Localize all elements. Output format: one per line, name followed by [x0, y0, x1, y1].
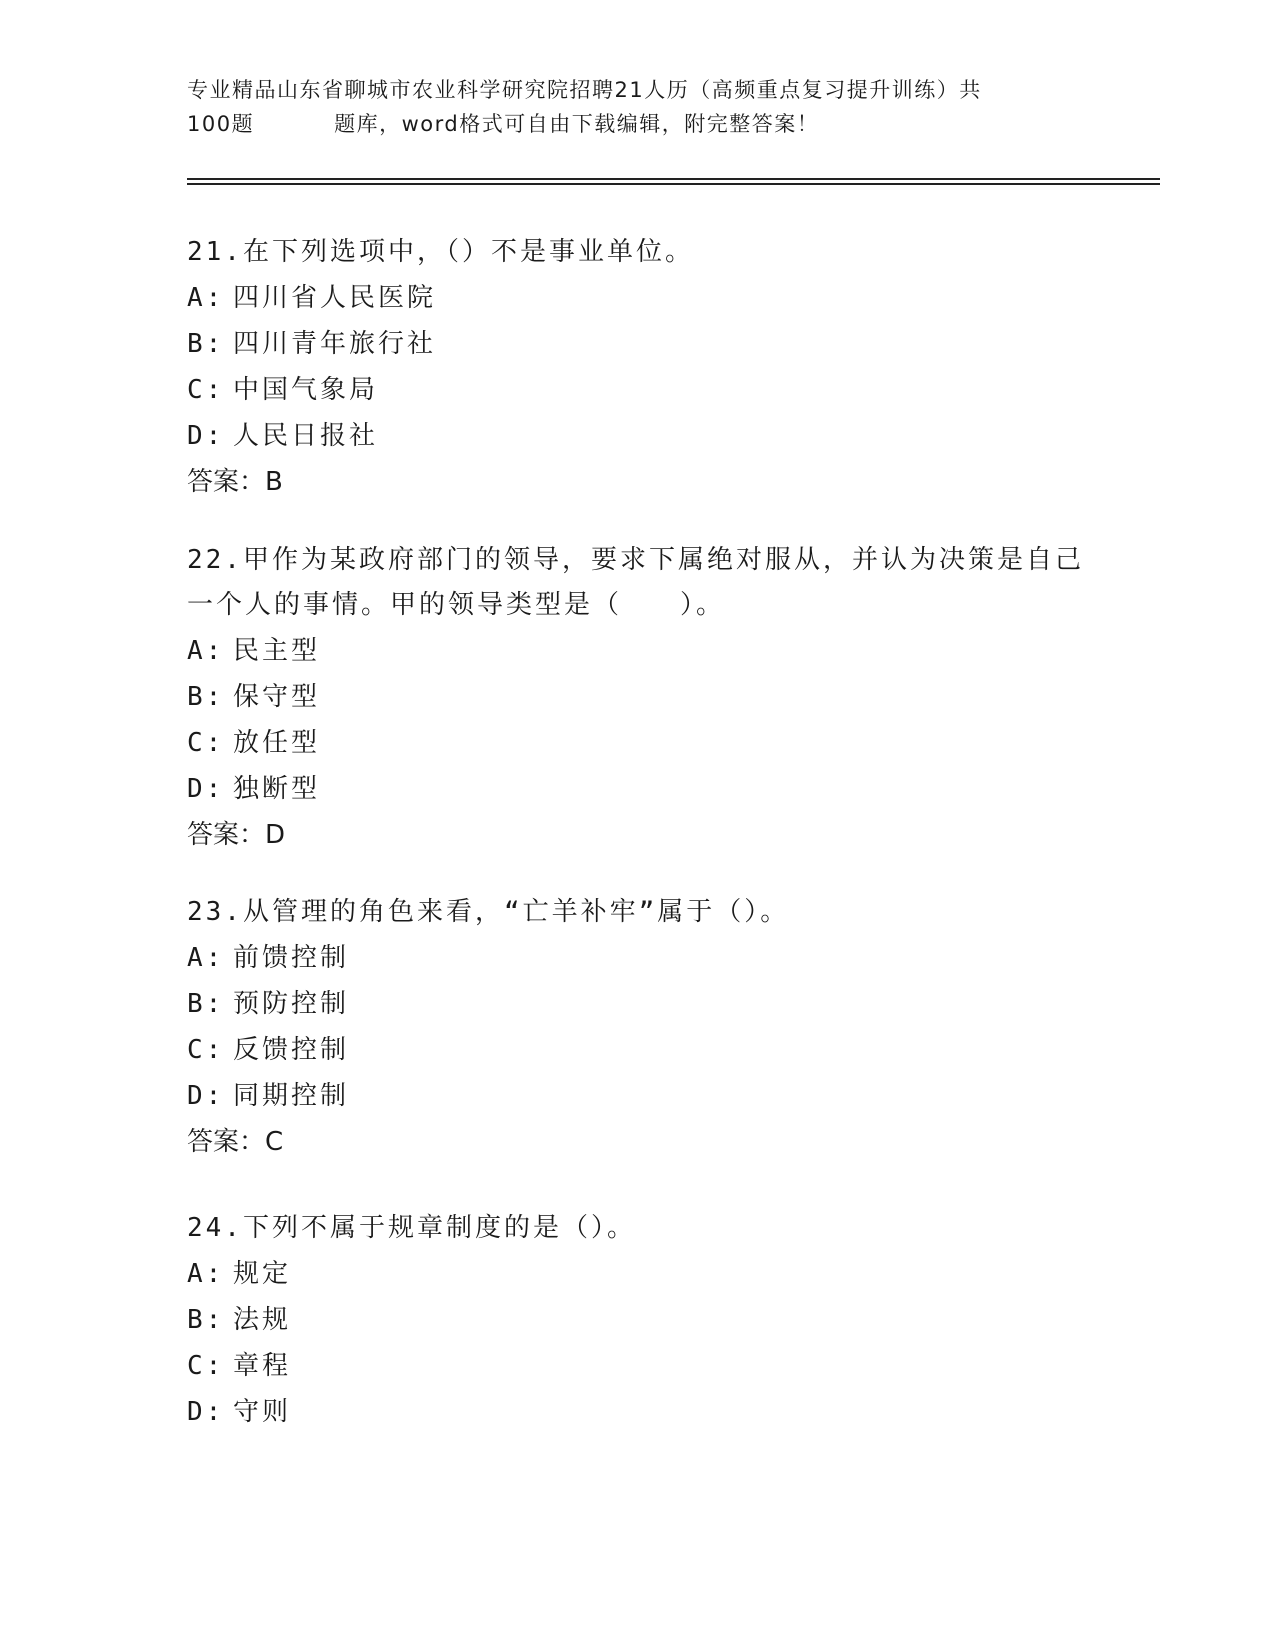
option-d: D: 人民日报社: [187, 421, 379, 451]
document-title-line1: 专业精品山东省聊城市农业科学研究院招聘21人历（高频重点复习提升训练）共: [187, 78, 982, 102]
question-22: [187, 538, 1087, 858]
header-rule-bottom: [187, 183, 1160, 185]
header-rule-top: [187, 178, 1160, 180]
answer-label: 答案：C: [187, 1127, 284, 1157]
option-d: D: 独断型: [187, 774, 321, 804]
question-text: 24.下列不属于规章制度的是（）。: [187, 1213, 636, 1243]
option-c: C: 放任型: [187, 728, 321, 758]
option-b: B: 四川青年旅行社: [187, 329, 437, 359]
option-c: C: 章程: [187, 1351, 292, 1381]
option-c: C: 反馈控制: [187, 1035, 350, 1065]
question-text: 21.在下列选项中，（）不是事业单位。: [187, 237, 694, 267]
option-a: A: 前馈控制: [187, 943, 350, 973]
option-b: B: 法规: [187, 1305, 292, 1335]
answer-label: 答案：D: [187, 820, 286, 850]
question-23: [187, 890, 1087, 1165]
option-a: A: 四川省人民医院: [187, 283, 437, 313]
option-b: B: 保守型: [187, 682, 321, 712]
option-a: A: 民主型: [187, 636, 321, 666]
question-21: [187, 230, 1087, 505]
option-b: B: 预防控制: [187, 989, 350, 1019]
question-count: 100题: [187, 112, 255, 136]
option-d: D: 守则: [187, 1397, 292, 1427]
option-a: A: 规定: [187, 1259, 292, 1289]
question-text: 22.甲作为某政府部门的领导，要求下属绝对服从，并认为决策是自己: [187, 545, 1084, 575]
question-text: 23.从管理的角色来看，“亡羊补牢”属于（）。: [187, 897, 790, 927]
document-subtitle: 题库，word格式可自由下载编辑，附完整答案！: [334, 112, 820, 136]
question-text-cont: 一个人的事情。甲的领导类型是（ ）。: [187, 590, 726, 620]
question-24: [187, 1206, 1087, 1435]
document-title-line2: [187, 108, 819, 138]
option-c: C: 中国气象局: [187, 375, 379, 405]
option-d: D: 同期控制: [187, 1081, 350, 1111]
answer-label: 答案：B: [187, 467, 283, 497]
